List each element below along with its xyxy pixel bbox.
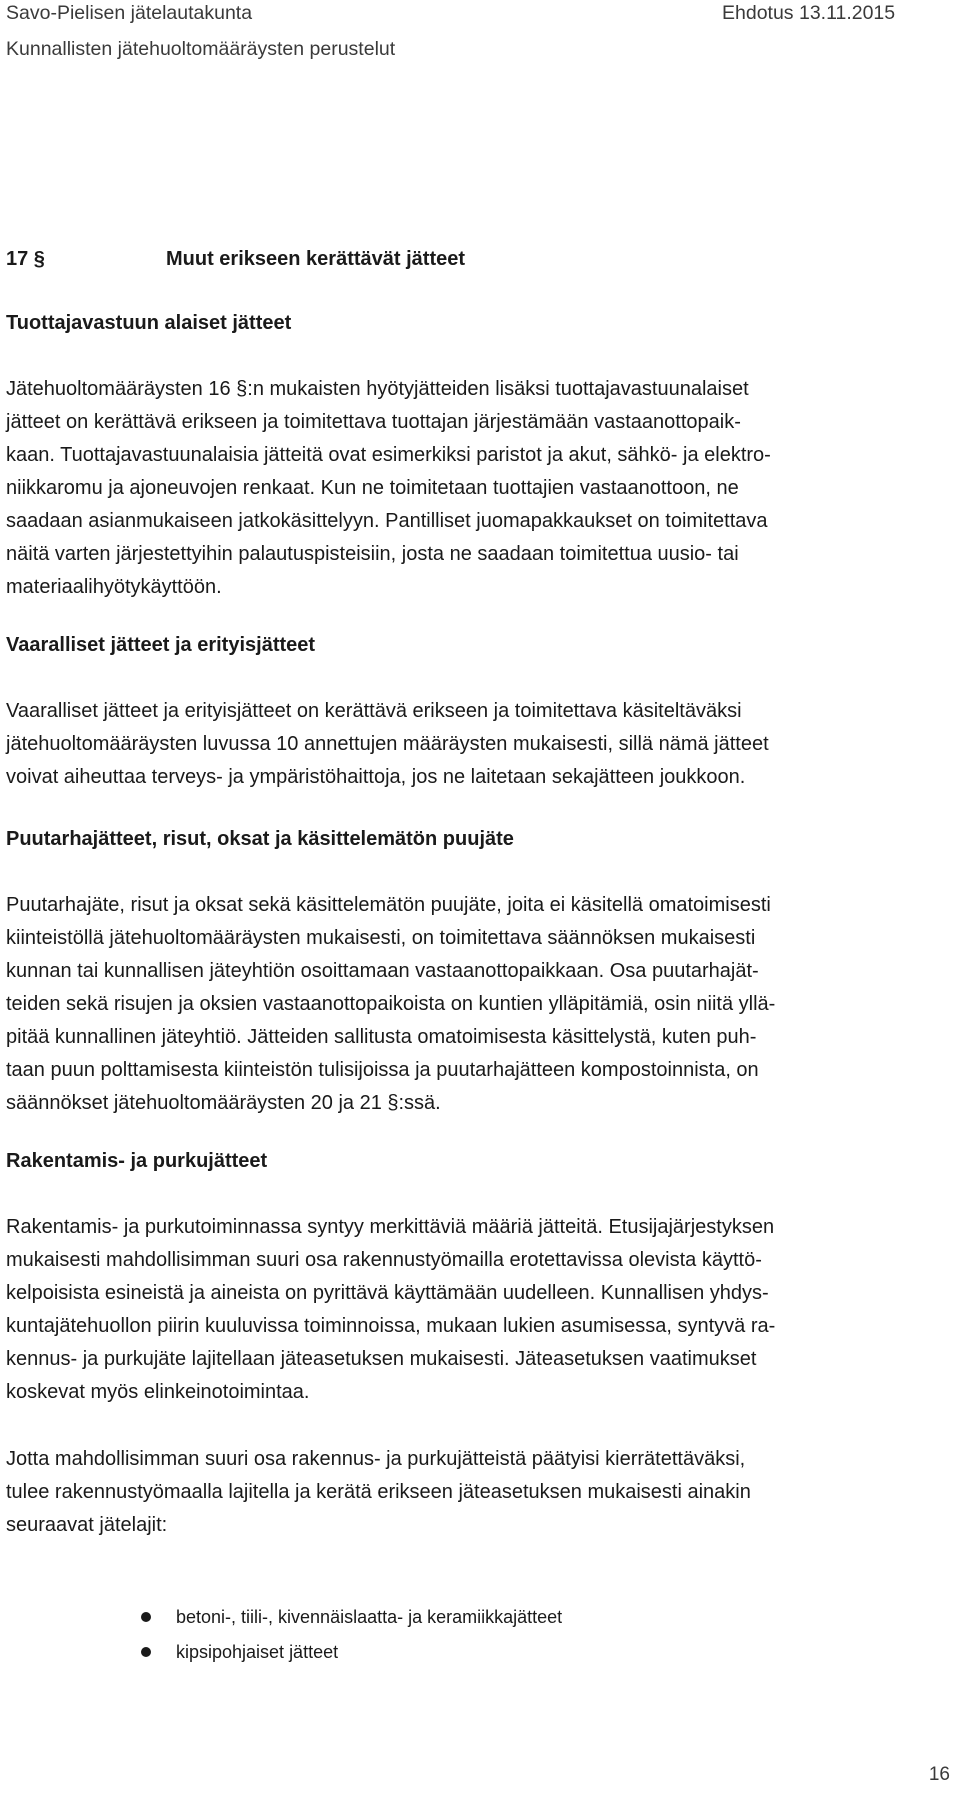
text-line: teiden sekä risujen ja oksien vastaanottopaikoista on kuntien ylläpitämiä, osin niitä yllä- (6, 993, 776, 1015)
header-organization: Savo-Pielisen jätelautakunta (6, 2, 253, 24)
paragraph-hazardous-waste (6, 695, 956, 794)
text-line: kunnan tai kunnallisen jäteyhtiön osoittamaan vastaanottopaikkaan. Osa puutarhajät- (6, 960, 759, 982)
text-line: niikkaromu ja ajoneuvojen renkaat. Kun ne toimitetaan tuottajien vastaanottoon, ne (6, 477, 739, 499)
text-line: Jotta mahdollisimman suuri osa rakennus- ja purkujätteistä päätyisi kierrätettäväksi, (6, 1448, 746, 1470)
bullet-icon (141, 1612, 151, 1622)
section-heading (6, 248, 465, 271)
section-title: Muut erikseen kerättävät jätteet (166, 248, 466, 270)
list-item (0, 1635, 562, 1670)
text-line: mukaisesti mahdollisimman suuri osa rakennustyömailla erotettavissa olevista käyttö- (6, 1249, 762, 1271)
text-line: koskevat myös elinkeinotoimintaa. (6, 1381, 310, 1403)
list-item-text: kipsipohjaiset jätteet (176, 1642, 339, 1662)
header-draft-date: Ehdotus 13.11.2015 (722, 2, 896, 24)
page-number: 16 (928, 1764, 950, 1785)
paragraph-construction-waste (6, 1211, 956, 1409)
text-line: seuraavat jätelajit: (6, 1514, 168, 1536)
list-item (0, 1600, 562, 1635)
text-line: säännökset jätehuoltomääräysten 20 ja 21 §:ssä. (6, 1092, 441, 1114)
subheading-garden-waste: Puutarhajätteet, risut, oksat ja käsittelemätön puujäte (6, 828, 514, 850)
text-line: Puutarhajäte, risut ja oksat sekä käsittelemätön puujäte, joita ei käsitellä omatoimisesti (6, 894, 771, 916)
text-line: kennus- ja purkujäte lajitellaan jäteasetuksen mukaisesti. Jäteasetuksen vaatimukset (6, 1348, 757, 1370)
text-line: kaan. Tuottajavastuunalaisia jätteitä ovat esimerkiksi paristot ja akut, sähkö- ja elektro- (6, 444, 771, 466)
text-line: kuntajätehuollon piirin kuuluvissa toiminnoissa, mukaan lukien asumisessa, syntyvä ra- (6, 1315, 776, 1337)
waste-type-list (0, 1600, 562, 1670)
text-line: kiinteistöllä jätehuoltomääräysten mukaisesti, on toimitettava säännöksen mukaisesti (6, 927, 756, 949)
text-line: pitää kunnallinen jäteyhtiö. Jätteiden sallitusta omatoimisesta käsittelystä, kuten puh- (6, 1026, 757, 1048)
subheading-hazardous-waste: Vaaralliset jätteet ja erityisjätteet (6, 634, 316, 656)
subheading-producer-responsibility: Tuottajavastuun alaiset jätteet (6, 312, 292, 334)
text-line: Rakentamis- ja purkutoiminnassa syntyy merkittäviä määriä jätteitä. Etusijajärjestyksen (6, 1216, 775, 1238)
header-document-title: Kunnallisten jätehuoltomääräysten perustelut (6, 38, 396, 60)
paragraph-garden-waste (6, 889, 956, 1120)
text-line: taan puun polttamisesta kiinteistön tulisijoissa ja puutarhajätteen kompostoinnista, on (6, 1059, 759, 1081)
text-line: Jätehuoltomääräysten 16 §:n mukaisten hyötyjätteiden lisäksi tuottajavastuunalaiset (6, 378, 749, 400)
text-line: jätehuoltomääräysten luvussa 10 annettujen määräysten mukaisesti, sillä nämä jätteet (6, 733, 769, 755)
subheading-construction-waste: Rakentamis- ja purkujätteet (6, 1150, 268, 1172)
text-line: jätteet on kerättävä erikseen ja toimitettava tuottajan järjestämään vastaanottopaik- (6, 411, 741, 433)
text-line: näitä varten järjestettyihin palautuspisteisiin, josta ne saadaan toimitettua uusio- tai (6, 543, 739, 565)
list-item-text: betoni-, tiili-, kivennäislaatta- ja keramiikkajätteet (176, 1607, 563, 1627)
bullet-icon (141, 1647, 151, 1657)
text-line: tulee rakennustyömaalla lajitella ja kerätä erikseen jäteasetuksen mukaisesti ainakin (6, 1481, 751, 1503)
text-line: Vaaralliset jätteet ja erityisjätteet on kerättävä erikseen ja toimitettava käsiteltäväksi (6, 700, 742, 722)
text-line: voivat aiheuttaa terveys- ja ympäristöhaittoja, jos ne laitetaan sekajätteen joukkoon. (6, 766, 746, 788)
text-line: kelpoisista esineistä ja aineista on pyrittävä käyttämään uudelleen. Kunnallisen yhdys- (6, 1282, 769, 1304)
text-line: saadaan asianmukaiseen jatkokäsittelyyn. Pantilliset juomapakkaukset on toimitettava (6, 510, 768, 532)
paragraph-producer-responsibility (6, 373, 956, 604)
section-number: 17 § (6, 248, 45, 270)
paragraph-sorting-requirements (6, 1443, 956, 1542)
text-line: materiaalihyötykäyttöön. (6, 576, 222, 598)
